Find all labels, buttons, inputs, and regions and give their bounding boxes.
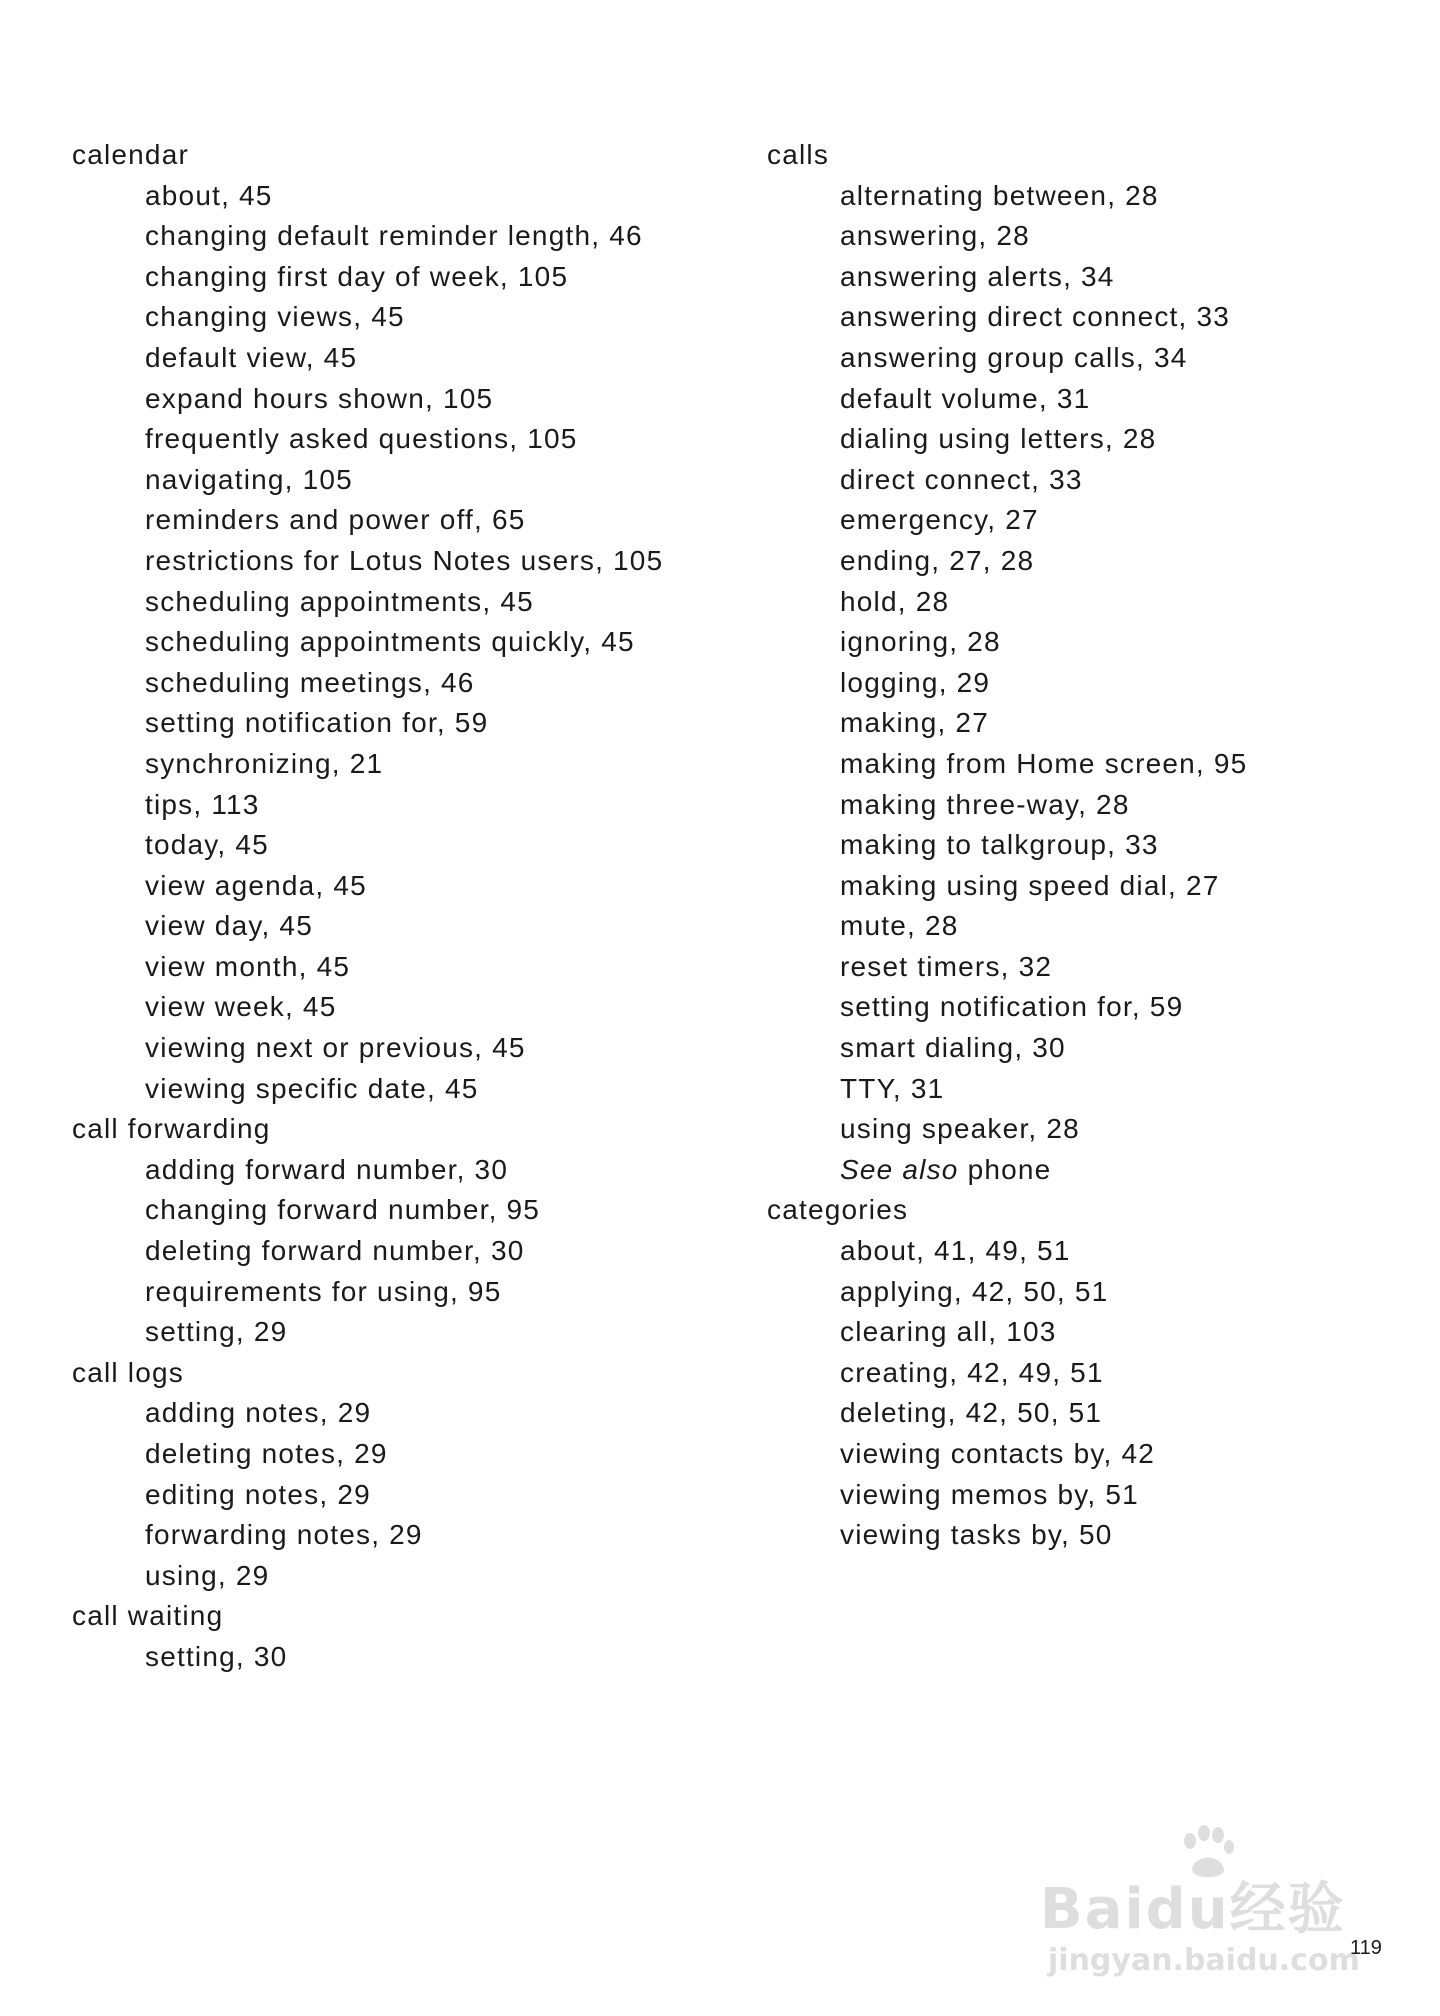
index-subentry: creating, 42, 49, 51	[840, 1356, 1104, 1388]
index-subentry: ending, 27, 28	[840, 544, 1035, 576]
index-subentry: answering, 28	[840, 220, 1030, 252]
index-subentry: changing forward number, 95	[145, 1194, 541, 1226]
see-also-reference	[767, 1150, 1407, 1191]
index-term: call forwarding	[72, 1113, 271, 1145]
index-term: call waiting	[72, 1600, 224, 1632]
index-subentry: logging, 29	[840, 666, 991, 698]
index-subentry: viewing memos by, 51	[840, 1478, 1139, 1510]
index-subentry: applying, 42, 50, 51	[840, 1275, 1109, 1307]
index-subentry: reminders and power off, 65	[145, 504, 526, 536]
index-subentry: viewing next or previous, 45	[145, 1032, 526, 1064]
index-subentry: smart dialing, 30	[840, 1032, 1066, 1064]
index-term: categories	[767, 1194, 909, 1226]
index-subentry: dialing using letters, 28	[840, 423, 1157, 455]
index-subentry: mute, 28	[840, 910, 959, 942]
index-subentry: answering alerts, 34	[840, 260, 1115, 292]
index-subentry: scheduling meetings, 46	[145, 666, 475, 698]
index-subentry: hold, 28	[840, 585, 950, 617]
index-subentry: alternating between, 28	[840, 179, 1159, 211]
index-subentry: view week, 45	[145, 991, 337, 1023]
index-subentry: deleting, 42, 50, 51	[840, 1397, 1103, 1429]
index-subentry: using speaker, 28	[840, 1113, 1080, 1145]
index-subentry: restrictions for Lotus Notes users, 105	[145, 544, 664, 576]
index-subentry: answering direct connect, 33	[840, 301, 1231, 333]
index-subentry: tips, 113	[145, 788, 260, 820]
index-subentry: changing views, 45	[145, 301, 405, 333]
index-subentry: setting notification for, 59	[145, 707, 489, 739]
index-subentry: changing first day of week, 105	[145, 260, 569, 292]
watermark-url: jingyan.baidu.com	[1048, 1943, 1360, 1978]
index-subentry: scheduling appointments, 45	[145, 585, 534, 617]
see-also-label: See also	[840, 1153, 959, 1185]
index-subentry: view month, 45	[145, 950, 351, 982]
index-subentry: setting, 30	[145, 1640, 288, 1672]
index-subentry: deleting forward number, 30	[145, 1235, 525, 1267]
index-subentry: about, 41, 49, 51	[840, 1235, 1071, 1267]
index-subentry: emergency, 27	[840, 504, 1039, 536]
index-subentry: making using speed dial, 27	[840, 869, 1220, 901]
index-subentry: view day, 45	[145, 910, 313, 942]
index-subentry: answering group calls, 34	[840, 341, 1188, 373]
index-subentry: today, 45	[145, 829, 269, 861]
index-subentry: changing default reminder length, 46	[145, 220, 643, 252]
baidu-watermark	[1040, 1825, 1380, 1985]
index-subentry: clearing all, 103	[840, 1316, 1057, 1348]
index-subentry: viewing contacts by, 42	[840, 1438, 1156, 1469]
index-subentry: deleting notes, 29	[145, 1438, 388, 1469]
index-subentry: making from Home screen, 95	[840, 747, 1248, 779]
index-subentry: view agenda, 45	[145, 869, 367, 901]
index-subentry: making to talkgroup, 33	[840, 829, 1159, 861]
index-subentry: forwarding notes, 29	[145, 1519, 423, 1551]
index-subentry: setting notification for, 59	[840, 991, 1184, 1023]
index-subentry: viewing specific date, 45	[145, 1072, 479, 1104]
index-subentry: expand hours shown, 105	[145, 382, 494, 414]
index-subentry: TTY, 31	[840, 1072, 945, 1104]
index-subentry: setting, 29	[145, 1316, 288, 1348]
index-column-right	[767, 135, 1407, 1556]
index-subentry: using, 29	[145, 1559, 270, 1591]
index-subentry: default view, 45	[145, 341, 358, 373]
index-subentry: adding forward number, 30	[145, 1153, 509, 1185]
index-term: call logs	[72, 1356, 184, 1388]
index-subentry: reset timers, 32	[840, 950, 1053, 982]
index-subentry: scheduling appointments quickly, 45	[145, 626, 635, 658]
index-subentry: making three-way, 28	[840, 788, 1130, 820]
index-subentry: direct connect, 33	[840, 463, 1083, 495]
index-subentry: viewing tasks by, 50	[840, 1519, 1113, 1551]
index-column-left	[72, 135, 712, 1678]
index-subentry: frequently asked questions, 105	[145, 423, 578, 455]
page-number: 119	[1350, 1937, 1382, 1959]
index-term: calls	[767, 139, 830, 170]
index-subentry: adding notes, 29	[145, 1397, 372, 1429]
index-term: calendar	[72, 139, 190, 170]
index-subentry: about, 45	[145, 179, 273, 211]
index-subentry: synchronizing, 21	[145, 747, 384, 779]
index-subentry: navigating, 105	[145, 463, 353, 495]
index-subentry: default volume, 31	[840, 382, 1091, 414]
see-also-target: phone	[967, 1153, 1052, 1185]
index-subentry: making, 27	[840, 707, 989, 739]
watermark-brand: Baidu经验	[1040, 1877, 1346, 1942]
index-subentry: editing notes, 29	[145, 1478, 371, 1510]
index-subentry: ignoring, 28	[840, 626, 1001, 658]
index-subentry: requirements for using, 95	[145, 1275, 502, 1307]
